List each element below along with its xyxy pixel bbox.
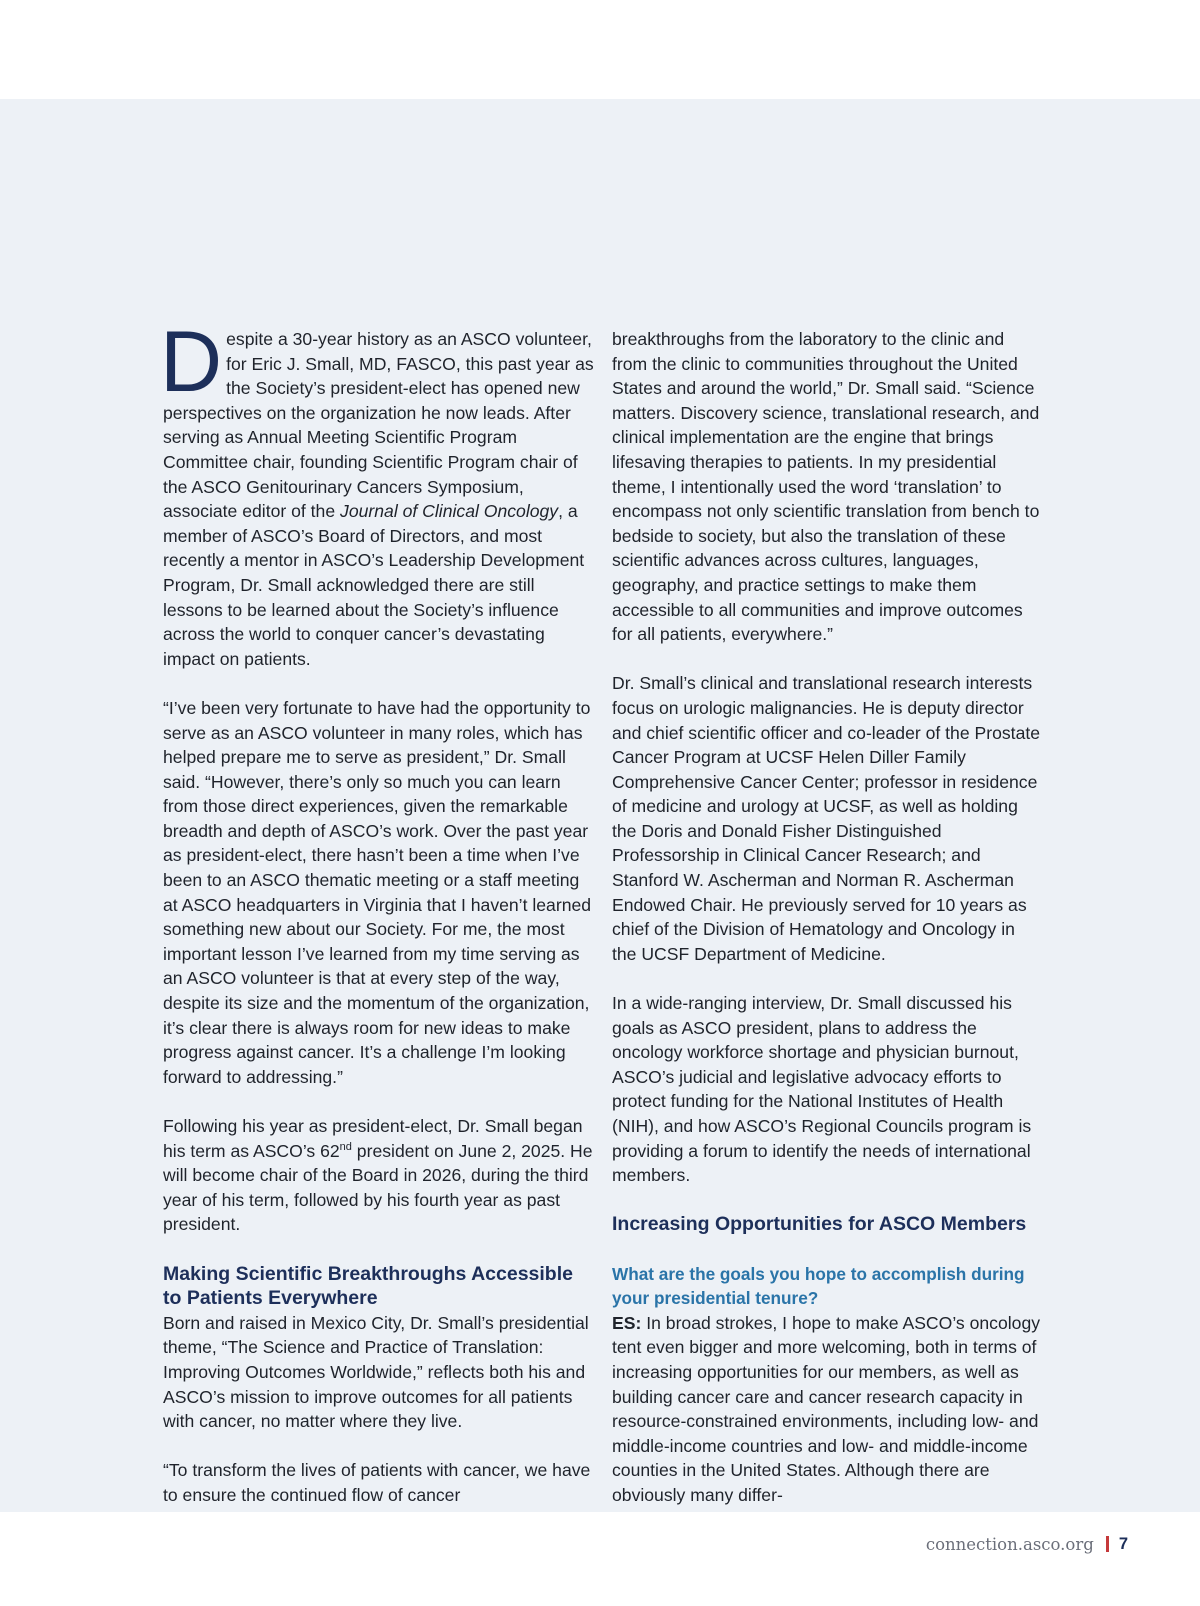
interview-paragraph: In a wide-ranging interview, Dr. Small discussed his goals as ASCO president, plans to address the oncology workforce shortage and physician burnout, ASCO’s judicial and legislative advocacy efforts to protect funding for the National Institutes of Health (NIH), and how ASCO’s Regional Councils program is providing a forum to identify the needs of international members. xyxy=(612,993,1032,1186)
intro-paragraph: Despite a 30-year history as an ASCO volunteer, for Eric J. Small, MD, FASCO, this past year as the Society’s president-elect has opened new perspectives on the organization he now leads. After serving as Annual Meeting Scientific Program Committee chair, founding Scientific Program chair of the ASCO Genitourinary Cancers Symposium, associate editor of the Journal of Clinical Oncology, a member of ASCO’s Board of Directors, and most recently a mentor in ASCO’s Leadership Development Program, Dr. Small acknowledged there are still lessons to be learned about the Society’s influence across the world to conquer cancer’s devastating impact on patients. xyxy=(160,314,594,669)
answer-label: ES: xyxy=(612,1312,642,1333)
site-url[interactable]: connection.asco.org xyxy=(925,1534,1094,1554)
left-column xyxy=(160,314,595,1508)
transform-paragraph: “To transform the lives of patients with cancer, we have to ensure the continued flow of cancer xyxy=(163,1460,591,1505)
interview-answer: ES: In broad strokes, I hope to make ASCO’s oncology tent even bigger and more welcoming, both in terms of increasing opportunities for our members, as well as building cancer care and cancer research capacity in resource-constrained environments, including low- and middle-income countries and low- and middle-income counties in the United States. Although there are obviously many differ- xyxy=(612,1312,1041,1505)
theme-paragraph: Born and raised in Mexico City, Dr. Small’s presidential theme, “The Science and Practice of Translation: Improving Outcomes Worldwide,” reflects both his and ASCO’s mission to improve outcomes for all patients with cancer, no matter where they live. xyxy=(163,1312,589,1432)
research-paragraph: Dr. Small’s clinical and translational research interests focus on urologic malignancies. He is deputy director and chief scientific officer and co-leader of the Prostate Cancer Program at UCSF Helen Diller Family Comprehensive Cancer Center; professor in residence of medicine and urology at UCSF, as well as holding the Doris and Donald Fisher Distinguished Professorship in Clinical Cancer Research; and Stanford W. Ascherman and Norman R. Ascherman Endowed Chair. He previously served for 10 years as chief of the Division of Hematology and Oncology in the UCSF Department of Medicine. xyxy=(612,673,1041,964)
page-number: 7 xyxy=(1118,1534,1128,1553)
interview-question: What are the goals you hope to accomplish during your presidential tenure? xyxy=(612,1263,1025,1309)
term-paragraph: Following his year as president-elect, Dr. Small began his term as ASCO’s 62nd president on June 2, 2025. He will become chair of the Board in 2026, during the third year of his term, followed by his fourth year as past president. xyxy=(163,1116,593,1235)
section-heading-opportunities: Increasing Opportunities for ASCO Members xyxy=(612,1213,1027,1236)
right-column xyxy=(612,327,1042,1508)
quote-paragraph: “I’ve been very fortunate to have had the opportunity to serve as an ASCO volunteer in many roles, which has helped prepare me to serve as president,” Dr. Small said. “However, there’s only so much you can learn from those direct experiences, given the remarkable breadth and depth of ASCO’s work. Over the past year as president-elect, there hasn’t been a time when I’ve been to an ASCO thematic meeting or a staff meeting at ASCO headquarters in Virginia that I haven’t learned something new about our Society. For me, the most important lesson I’ve learned from my time serving as an ASCO volunteer is that at every step of the way, despite its size and the momentum of the organization, it’s clear there is always room for new ideas to make progress against cancer. It’s a challenge I’m looking forward to addressing.” xyxy=(163,697,592,1087)
journal-title: Journal of Clinical Oncology xyxy=(340,501,559,522)
footer-divider xyxy=(1106,1536,1109,1552)
continued-quote-paragraph: breakthroughs from the laboratory to the clinic and from the clinic to communities throughout the United States and around the world,” Dr. Small said. “Science matters. Discovery science, translational research, and clinical implementation are the engine that brings lifesaving therapies to patients. In my presidential theme, I intentionally used the word ‘translation’ to encompass not only scientific translation from bench to bedside to society, but also the translation of these scientific advances across cultures, languages, geography, and practice settings to make them accessible to all communities and improve outcomes for all patients, everywhere.” xyxy=(612,329,1040,645)
section-heading-breakthroughs: Making Scientific Breakthroughs Accessible to Patients Everywhere xyxy=(163,1262,573,1310)
page-footer xyxy=(926,1532,1128,1556)
drop-cap: D xyxy=(160,314,223,410)
